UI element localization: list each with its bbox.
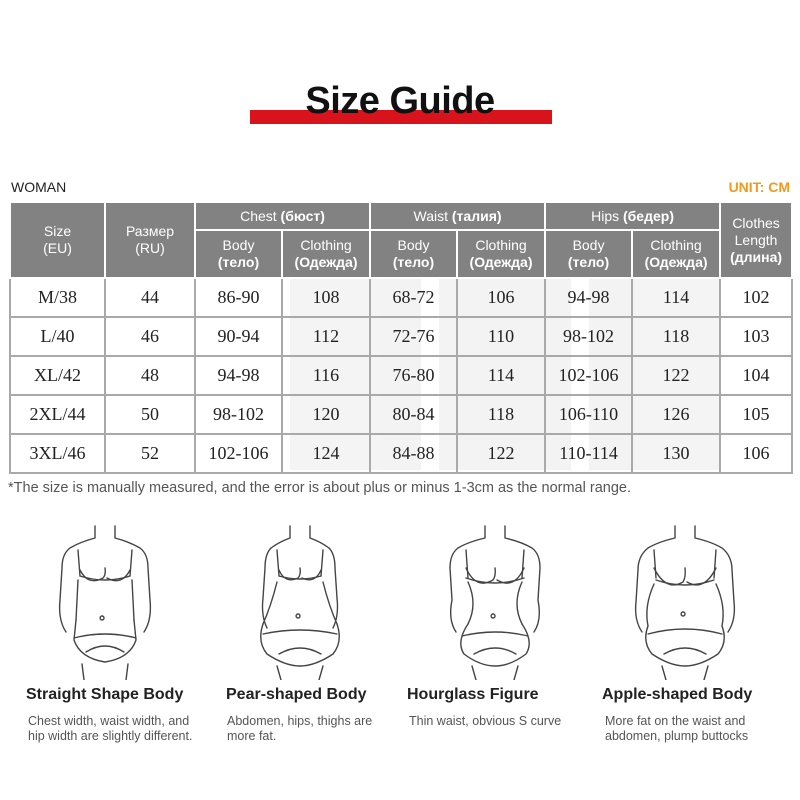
cell-hips-clothing: 122 (632, 356, 720, 395)
measurement-note: *The size is manually measured, and the error is about plus or minus 1-3cm as the normal range. (8, 480, 631, 496)
cell-waist-clothing: 114 (457, 356, 545, 395)
cell-hips-clothing: 114 (632, 278, 720, 317)
cell-length: 104 (720, 356, 792, 395)
cell-length: 106 (720, 434, 792, 473)
table-row (10, 395, 792, 434)
title-area (0, 78, 800, 138)
cell-chest-body: 102-106 (195, 434, 282, 473)
page-title: Size Guide (305, 80, 495, 122)
header-length: Clothes Length (длина) (720, 202, 792, 278)
table-row (10, 317, 792, 356)
subheader-hips-clothing: Clothing (Одежда) (632, 230, 720, 278)
cell-waist-body: 72-76 (370, 317, 457, 356)
cell-size: M/38 (10, 278, 105, 317)
cell-chest-clothing: 112 (282, 317, 370, 356)
figure-description: Chest width, waist width, and hip width are slightly different. (28, 714, 193, 743)
cell-ru: 52 (105, 434, 195, 473)
figure-title: Hourglass Figure (407, 686, 539, 703)
cell-hips-clothing: 118 (632, 317, 720, 356)
pear-body-figure (205, 520, 395, 680)
figure-title: Apple-shaped Body (602, 686, 753, 703)
cell-ru: 50 (105, 395, 195, 434)
figure-description: Thin waist, obvious S curve (409, 714, 562, 728)
table-row (10, 356, 792, 395)
cell-size: 3XL/46 (10, 434, 105, 473)
subheader-chest-clothing: Clothing (Одежда) (282, 230, 370, 278)
header-chest: Chest (бюст) (195, 202, 370, 230)
table-row (10, 278, 792, 317)
cell-waist-body: 76-80 (370, 356, 457, 395)
cell-ru: 44 (105, 278, 195, 317)
straight-body-figure (10, 520, 200, 680)
table-row (10, 434, 792, 473)
header-hips: Hips (бедер) (545, 202, 720, 230)
cell-chest-clothing: 124 (282, 434, 370, 473)
header-size: Size (EU) (10, 202, 105, 278)
cell-chest-body: 90-94 (195, 317, 282, 356)
cell-size: L/40 (10, 317, 105, 356)
cell-waist-clothing: 122 (457, 434, 545, 473)
cell-waist-body: 84-88 (370, 434, 457, 473)
cell-waist-clothing: 118 (457, 395, 545, 434)
unit-label: UNIT: CM (728, 179, 790, 195)
cell-waist-clothing: 106 (457, 278, 545, 317)
cell-chest-body: 94-98 (195, 356, 282, 395)
cell-length: 103 (720, 317, 792, 356)
cell-hips-body: 98-102 (545, 317, 632, 356)
hourglass-body-figure (400, 520, 590, 680)
figure-description: Abdomen, hips, thighs are more fat. (227, 714, 373, 743)
cell-length: 105 (720, 395, 792, 434)
subheader-waist-body: Body (тело) (370, 230, 457, 278)
cell-chest-clothing: 120 (282, 395, 370, 434)
cell-chest-body: 98-102 (195, 395, 282, 434)
cell-length: 102 (720, 278, 792, 317)
section-label: WOMAN (11, 179, 67, 195)
cell-ru: 48 (105, 356, 195, 395)
cell-chest-clothing: 108 (282, 278, 370, 317)
cell-chest-body: 86-90 (195, 278, 282, 317)
cell-hips-body: 106-110 (545, 395, 632, 434)
subheader-waist-clothing: Clothing (Одежда) (457, 230, 545, 278)
cell-ru: 46 (105, 317, 195, 356)
cell-hips-body: 94-98 (545, 278, 632, 317)
cell-waist-clothing: 110 (457, 317, 545, 356)
cell-hips-clothing: 126 (632, 395, 720, 434)
figure-title: Straight Shape Body (26, 686, 184, 703)
figure-title: Pear-shaped Body (226, 686, 367, 703)
cell-hips-clothing: 130 (632, 434, 720, 473)
cell-size: XL/42 (10, 356, 105, 395)
cell-hips-body: 102-106 (545, 356, 632, 395)
cell-waist-body: 68-72 (370, 278, 457, 317)
size-table (9, 201, 793, 474)
cell-chest-clothing: 116 (282, 356, 370, 395)
cell-waist-body: 80-84 (370, 395, 457, 434)
header-ru-size: Размер (RU) (105, 202, 195, 278)
header-waist: Waist (талия) (370, 202, 545, 230)
subheader-hips-body: Body (тело) (545, 230, 632, 278)
subheader-chest-body: Body (тело) (195, 230, 282, 278)
figure-description: More fat on the waist and abdomen, plump buttocks (605, 714, 749, 743)
apple-body-figure (590, 520, 780, 680)
cell-size: 2XL/44 (10, 395, 105, 434)
cell-hips-body: 110-114 (545, 434, 632, 473)
